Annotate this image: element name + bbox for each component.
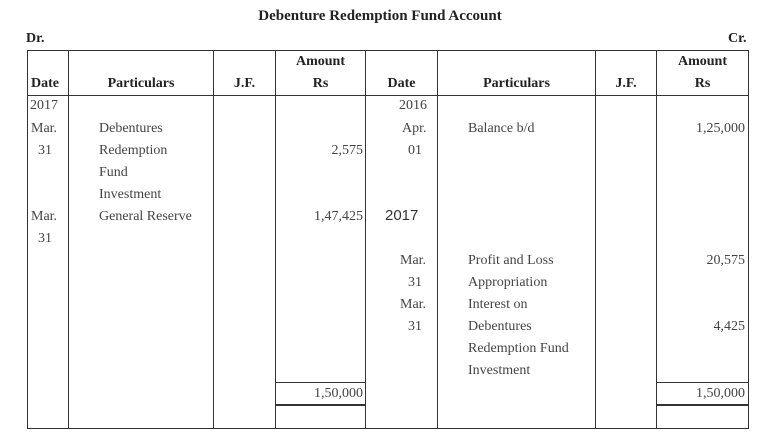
cr-row1-month: Apr. xyxy=(402,121,427,136)
cr-row1-amount: 1,25,000 xyxy=(696,121,745,136)
cr-row2-amount: 20,575 xyxy=(706,253,745,268)
cr-row3-particulars-line1: Interest on xyxy=(468,297,528,312)
col-line-left-edge xyxy=(27,50,28,429)
cr-row3-particulars-line4: Investment xyxy=(468,363,531,378)
cr-total-amount: 1,50,000 xyxy=(696,386,745,401)
dr-row2-day: 31 xyxy=(38,231,52,246)
cr-row3-month: Mar. xyxy=(400,297,427,312)
cr-row2-particulars-line1: Profit and Loss xyxy=(468,253,554,268)
cr-total-bottom-rule xyxy=(657,404,748,406)
dr-total-bottom-rule xyxy=(276,404,365,406)
col-line-cr-date xyxy=(437,50,438,429)
header-bottom-border xyxy=(27,95,749,96)
dr-row1-particulars-line3: Fund xyxy=(99,165,128,180)
cr-row1-particulars: Balance b/d xyxy=(468,121,535,136)
dr-total-top-rule xyxy=(276,382,365,383)
cr-row3-particulars-line2: Debentures xyxy=(468,319,532,334)
dr-row2-amount: 1,47,425 xyxy=(314,209,363,224)
dr-year: 2017 xyxy=(30,98,58,113)
table-top-border xyxy=(27,50,749,51)
col-line-cr-particulars xyxy=(595,50,596,429)
credit-label: Cr. xyxy=(728,31,747,46)
col-line-dr-jf xyxy=(275,50,276,429)
cr-row2-month: Mar. xyxy=(400,253,427,268)
dr-row1-particulars-line4: Investment xyxy=(99,187,162,202)
cr-row3-amount: 4,425 xyxy=(713,319,745,334)
dr-header-rs: Rs xyxy=(312,76,329,91)
dr-header-date: Date xyxy=(31,76,59,91)
dr-header-jf: J.F. xyxy=(233,76,256,91)
cr-header-rs: Rs xyxy=(694,76,711,91)
col-line-right-edge xyxy=(748,50,749,429)
cr-total-top-rule xyxy=(657,382,748,383)
dr-row1-day: 31 xyxy=(38,143,52,158)
cr-year1: 2016 xyxy=(399,98,427,113)
cr-row1-day: 01 xyxy=(408,143,422,158)
debit-label: Dr. xyxy=(26,31,45,46)
dr-header-amount: Amount xyxy=(295,54,345,69)
dr-row1-month: Mar. xyxy=(31,121,58,136)
dr-row1-amount: 2,575 xyxy=(331,143,363,158)
dr-row2-particulars: General Reserve xyxy=(99,209,192,224)
table-bottom-border xyxy=(27,428,749,429)
cr-header-particulars: Particulars xyxy=(483,76,550,91)
cr-header-amount: Amount xyxy=(677,54,727,69)
cr-year2: 2017 xyxy=(385,207,419,224)
cr-header-jf: J.F. xyxy=(615,76,637,91)
page-title: Debenture Redemption Fund Account xyxy=(258,8,502,24)
cr-row2-particulars-line2: Appropriation xyxy=(468,275,548,290)
cr-header-date: Date xyxy=(387,76,416,91)
col-line-dr-particulars xyxy=(213,50,214,429)
dr-total-amount: 1,50,000 xyxy=(314,386,363,401)
dr-row1-particulars-line1: Debentures xyxy=(99,121,163,136)
col-line-dr-amount xyxy=(365,50,366,429)
cr-row3-particulars-line3: Redemption Fund xyxy=(468,341,569,356)
dr-row1-particulars-line2: Redemption xyxy=(99,143,168,158)
col-line-cr-jf xyxy=(656,50,657,429)
cr-row2-day: 31 xyxy=(408,275,422,290)
cr-row3-day: 31 xyxy=(408,319,422,334)
dr-row2-month: Mar. xyxy=(31,209,58,224)
dr-header-particulars: Particulars xyxy=(107,76,175,91)
col-line-dr-date xyxy=(68,50,69,429)
